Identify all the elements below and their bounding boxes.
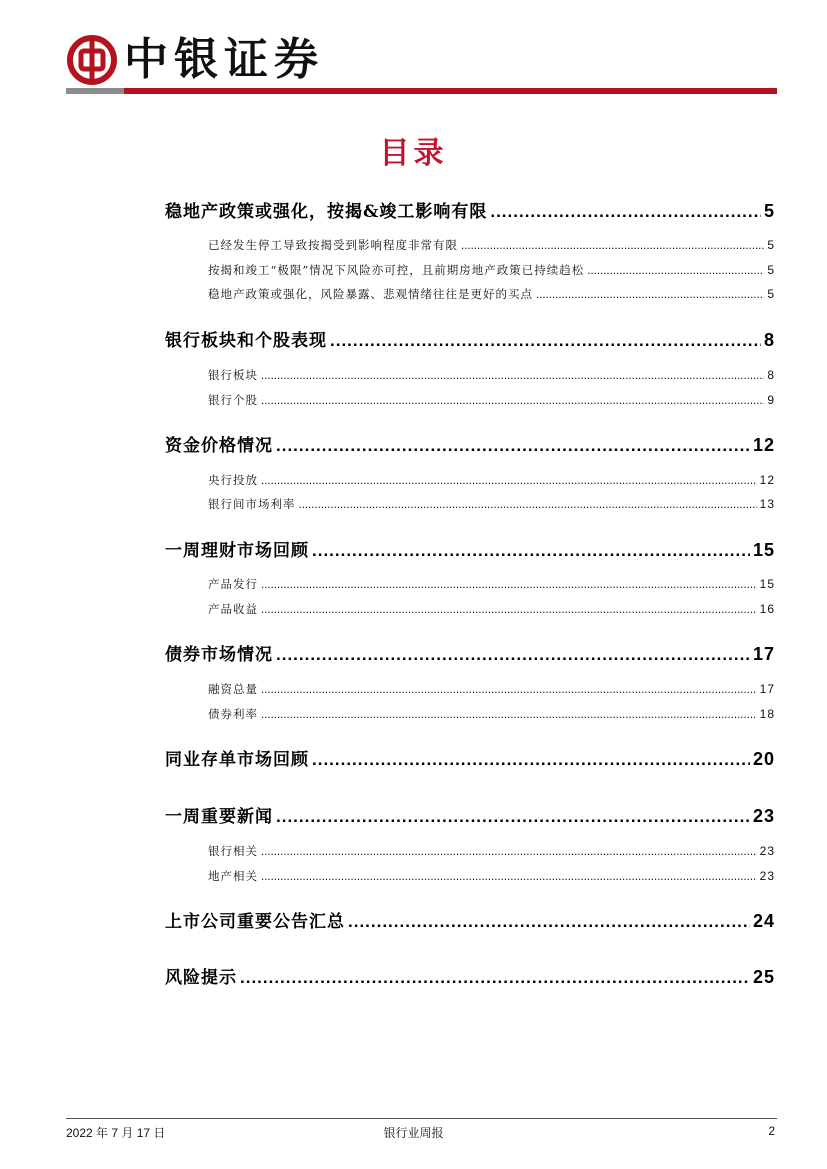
toc-item[interactable] xyxy=(208,706,775,722)
toc-section[interactable] xyxy=(165,536,775,561)
toc-item-page: 5 xyxy=(767,238,775,252)
dot-leader xyxy=(261,604,757,616)
toc-item-page: 23 xyxy=(759,844,775,858)
toc-section[interactable] xyxy=(165,963,775,988)
dot-leader xyxy=(276,807,750,827)
toc-item-title: 银行个股 xyxy=(208,393,258,407)
toc-section-page: 24 xyxy=(752,911,775,931)
toc-section-page: 8 xyxy=(763,330,775,350)
toc-section-page: 25 xyxy=(752,967,775,987)
toc-section-title: 同业存单市场回顾 xyxy=(165,750,309,770)
toc-item-page: 9 xyxy=(767,393,775,407)
dot-leader xyxy=(587,265,764,277)
dot-leader xyxy=(261,684,757,696)
header-rule-gray xyxy=(66,88,124,94)
toc-item-page: 5 xyxy=(767,263,775,277)
bank-of-china-logo-icon xyxy=(66,34,118,86)
toc-item-title: 银行板块 xyxy=(208,368,258,382)
toc-item[interactable] xyxy=(208,496,775,512)
footer-page-number: 2 xyxy=(768,1124,775,1138)
toc-item-title: 稳地产政策或强化，风险暴露、悲观情绪往往是更好的买点 xyxy=(208,287,533,301)
toc-item-title: 产品收益 xyxy=(208,602,258,616)
footer-rule xyxy=(66,1118,777,1119)
toc-item-title: 地产相关 xyxy=(208,869,258,883)
toc-section-title: 一周理财市场回顾 xyxy=(165,541,309,561)
toc-section-page: 23 xyxy=(752,806,775,826)
toc-item-page: 23 xyxy=(759,869,775,883)
dot-leader xyxy=(330,331,761,351)
toc-item-page: 15 xyxy=(759,577,775,591)
dot-leader xyxy=(261,370,764,382)
toc-section-title: 风险提示 xyxy=(165,968,237,988)
toc-item-page: 18 xyxy=(759,707,775,721)
toc-item-title: 银行相关 xyxy=(208,844,258,858)
toc-title: 目录 xyxy=(379,136,448,171)
toc-section-title: 资金价格情况 xyxy=(165,436,273,456)
toc-item-page: 5 xyxy=(767,287,775,301)
dot-leader xyxy=(261,579,757,591)
toc-section[interactable] xyxy=(165,431,775,456)
toc-item[interactable] xyxy=(208,367,775,383)
toc-section[interactable] xyxy=(165,326,775,351)
dot-leader xyxy=(261,846,757,858)
toc-item-page: 13 xyxy=(759,497,775,511)
toc-item-title: 融资总量 xyxy=(208,682,258,696)
dot-leader xyxy=(261,475,757,487)
toc-section[interactable] xyxy=(165,907,775,932)
toc-item-page: 12 xyxy=(759,473,775,487)
toc-section-title: 一周重要新闻 xyxy=(165,807,273,827)
toc-section-title: 上市公司重要公告汇总 xyxy=(165,912,345,932)
dot-leader xyxy=(536,289,764,301)
header-rule-red xyxy=(124,88,777,94)
toc-item[interactable] xyxy=(208,576,775,592)
toc-item[interactable] xyxy=(208,237,775,253)
toc-section-page: 15 xyxy=(752,540,775,560)
brand-name: 中银证券 xyxy=(124,34,324,85)
toc-section[interactable] xyxy=(165,640,775,665)
dot-leader xyxy=(490,202,761,222)
dot-leader xyxy=(461,240,764,252)
dot-leader xyxy=(312,541,750,561)
toc-section-title: 稳地产政策或强化，按揭&竣工影响有限 xyxy=(165,202,488,222)
toc-item[interactable] xyxy=(208,392,775,408)
toc-item-title: 产品发行 xyxy=(208,577,258,591)
toc-section-page: 5 xyxy=(763,201,775,221)
toc-item-title: 债券利率 xyxy=(208,707,258,721)
footer-date: 2022 年 7 月 17 日 xyxy=(66,1126,166,1140)
toc-item[interactable] xyxy=(208,843,775,859)
toc-item[interactable] xyxy=(208,262,775,278)
toc-item-title: 央行投放 xyxy=(208,473,258,487)
toc-item[interactable] xyxy=(208,868,775,884)
dot-leader xyxy=(261,709,757,721)
toc-item[interactable] xyxy=(208,601,775,617)
dot-leader xyxy=(261,871,757,883)
toc-section-page: 20 xyxy=(752,749,775,769)
dot-leader xyxy=(276,436,750,456)
toc-item-page: 17 xyxy=(759,682,775,696)
toc-item-page: 16 xyxy=(759,602,775,616)
toc-section-page: 12 xyxy=(752,435,775,455)
toc-item[interactable] xyxy=(208,286,775,302)
toc-section[interactable] xyxy=(165,802,775,827)
toc-section-title: 银行板块和个股表现 xyxy=(165,331,327,351)
toc-section[interactable] xyxy=(165,745,775,770)
dot-leader xyxy=(299,499,757,511)
toc-item-title: 按揭和竣工“极限”情况下风险亦可控，且前期房地产政策已持续趋松 xyxy=(208,263,585,277)
dot-leader xyxy=(312,750,750,770)
toc-item[interactable] xyxy=(208,472,775,488)
dot-leader xyxy=(276,645,750,665)
toc-section-title: 债券市场情况 xyxy=(165,645,273,665)
toc-section[interactable] xyxy=(165,197,775,222)
footer-report-name: 银行业周报 xyxy=(383,1126,444,1140)
dot-leader xyxy=(348,912,750,932)
toc-section-page: 17 xyxy=(752,644,775,664)
toc-item[interactable] xyxy=(208,681,775,697)
toc-item-page: 8 xyxy=(767,368,775,382)
dot-leader xyxy=(240,968,750,988)
toc-item-title: 已经发生停工导致按揭受到影响程度非常有限 xyxy=(208,238,458,252)
toc-item-title: 银行间市场利率 xyxy=(208,497,296,511)
dot-leader xyxy=(261,395,764,407)
